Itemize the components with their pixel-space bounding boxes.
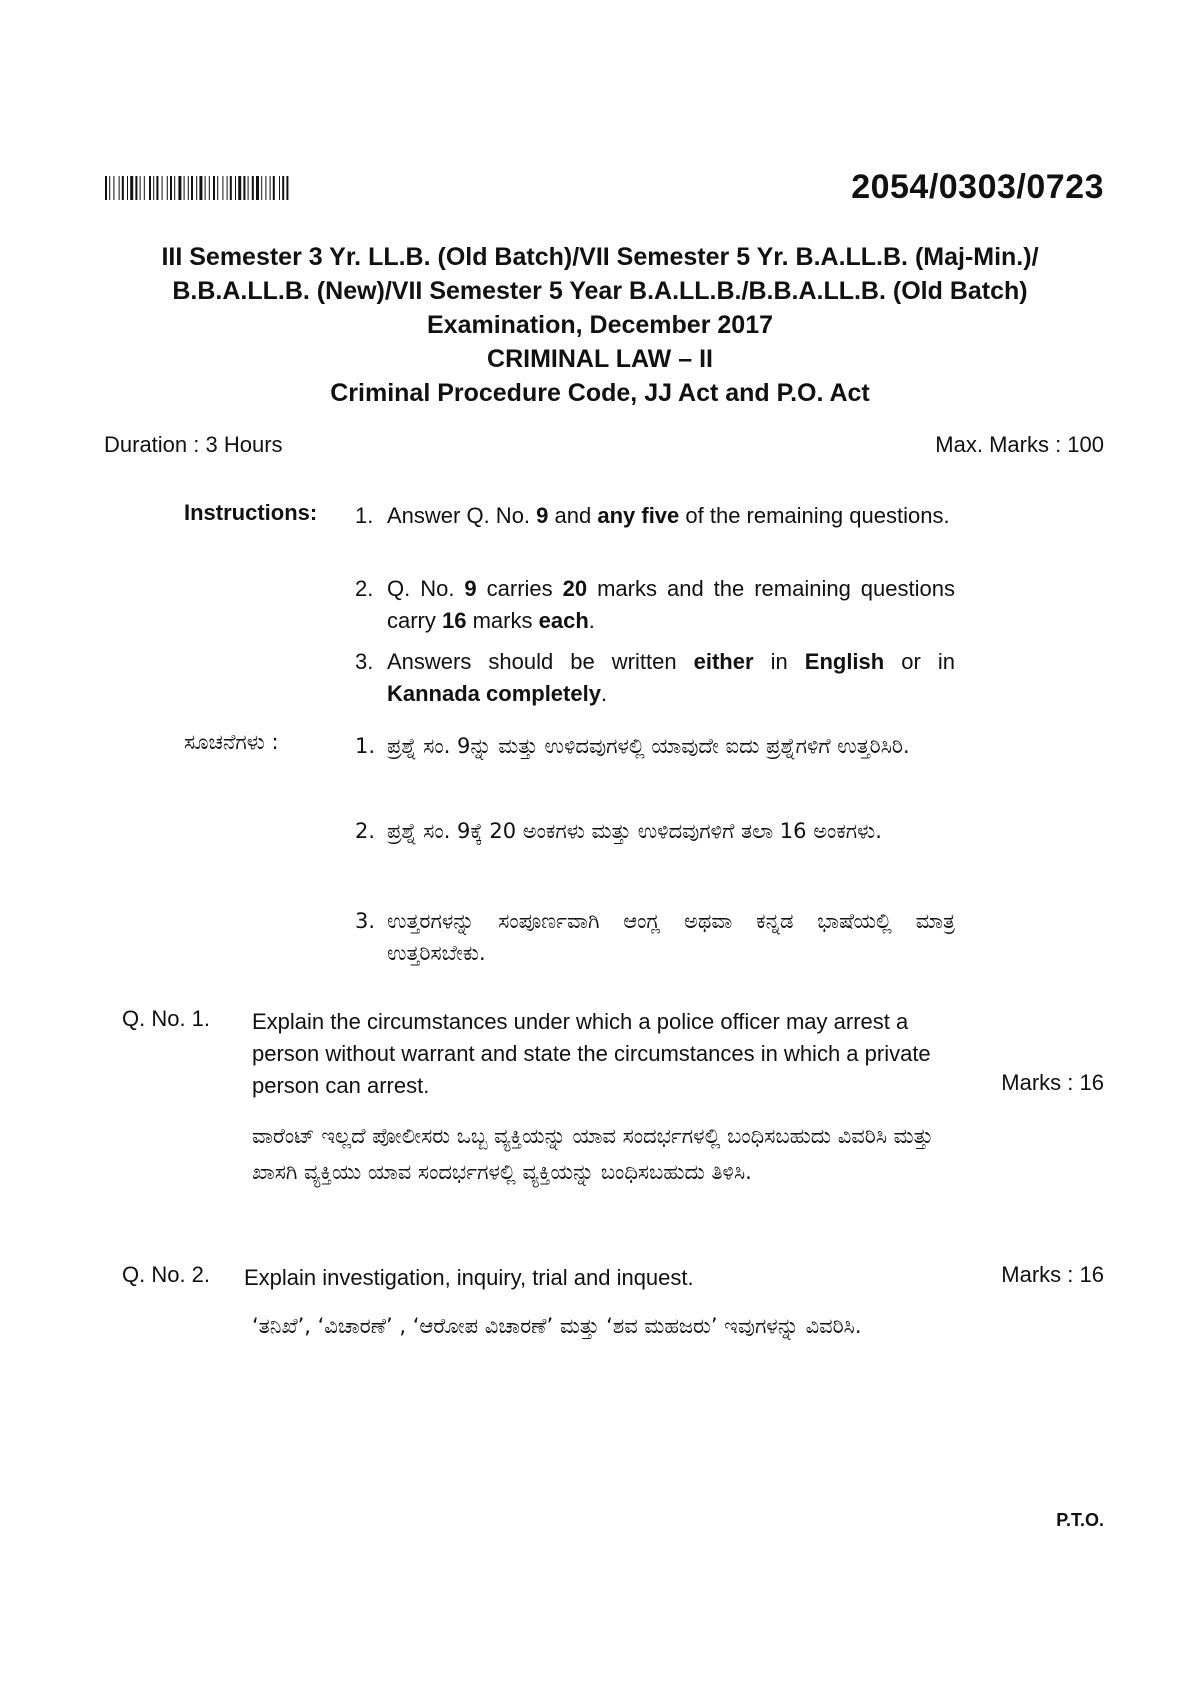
title-line-4: CRIMINAL LAW – II <box>487 345 713 373</box>
barcode-bar <box>170 176 172 200</box>
barcode-bar <box>243 176 245 200</box>
title-line-5: Criminal Procedure Code, JJ Act and P.O. Act <box>330 379 870 407</box>
title-line-3: Examination, December 2017 <box>427 311 773 339</box>
barcode-bar <box>205 176 206 200</box>
instruction-kannada-3: 3. ಉತ್ತರಗಳನ್ನು ಸಂಪೂರ್ಣವಾಗಿ ಆಂಗ್ಲ ಅಥವಾ ಕನ್ನಡ ಭಾಷೆಯಲ್ಲಿ ಮಾತ್ರ ಉತ್ತರಿಸಬೇಕು. <box>355 909 955 965</box>
barcode-bar <box>222 176 223 200</box>
instruction-2: 2. Q. No. 9 carries 20 marks and the remaining questions carry 16 marks each. <box>355 576 955 633</box>
barcode-bar <box>279 176 280 200</box>
barcode-bar <box>191 176 193 200</box>
barcode-bar <box>149 176 151 200</box>
question-2-kannada: ‘ತನಿಖೆ’, ‘ವಿಚಾರಣೆ’ , ‘ಆರೋಪ ವಿಚಾರಣೆ’ ಮತ್ತು ‘ಶವ ಮಹಜರು’ ಇವುಗಳನ್ನು ವಿವರಿಸಿ. <box>252 1314 862 1338</box>
barcode-bar <box>235 176 236 200</box>
barcode-bar <box>238 176 241 200</box>
question-1-marks: Marks : 16 <box>1001 1070 1104 1095</box>
question-1-kannada: ವಾರೆಂಟ್ ಇಲ್ಲದೆ ಪೋಲೀಸರು ಒಬ್ಬ ವ್ಯಕ್ತಿಯನ್ನು ಯಾವ ಸಂದರ್ಭಗಳಲ್ಲಿ ಬಂಧಿಸಬಹುದು ವಿವರಿಸಿ ಮತ್ತು ಖಾಸಗಿ ವ್ಯಕ್ತಿಯು ಯಾವ ಸಂದರ್ಭಗಳಲ್ಲಿ ವ್ಯಕ್ತಿಯನ್ನು ಬಂಧಿಸಬಹುದು ತಿಳಿಸಿ. <box>252 1124 934 1184</box>
duration: Duration : 3 Hours <box>104 432 283 457</box>
barcode-bar <box>127 176 128 200</box>
barcode-bar <box>130 176 133 200</box>
barcode-bar <box>188 176 189 200</box>
question-2-marks: Marks : 16 <box>1001 1262 1104 1287</box>
barcode-bar <box>286 176 288 200</box>
barcode-bar <box>105 176 107 200</box>
barcode-bar <box>140 176 141 200</box>
barcode-bar <box>113 176 114 200</box>
barcode <box>105 176 425 200</box>
barcode-bar <box>144 176 145 200</box>
barcode-bar <box>184 176 185 200</box>
barcode-bar <box>122 176 124 200</box>
pto-label: P.T.O. <box>1056 1510 1104 1530</box>
max-marks: Max. Marks : 100 <box>935 432 1104 457</box>
barcode-bar <box>135 176 137 200</box>
barcode-bar <box>273 176 275 200</box>
barcode-bar <box>109 176 110 200</box>
question-1-text: Explain the circumstances under which a police officer may arrest a person without warrant and state the circumstances in which a private person can arrest. <box>252 1009 931 1098</box>
barcode-bar <box>213 176 215 200</box>
barcode-bar <box>162 176 163 200</box>
barcode-bar <box>196 176 197 200</box>
instruction-1: 1. Answer Q. No. 9 and any five of the remaining questions. <box>355 503 950 528</box>
barcode-bar <box>282 176 284 200</box>
barcode-bar <box>153 176 154 200</box>
question-2-number: Q. No. 2. <box>122 1262 211 1287</box>
barcode-bar <box>227 176 228 200</box>
barcode-bar <box>178 176 181 200</box>
instruction-kannada-1: 1. ಪ್ರಶ್ನೆ ಸಂ. 9ನ್ನು ಮತ್ತು ಉಳಿದವುಗಳಲ್ಲಿ ಯಾವುದೇ ಐದು ಪ್ರಶ್ನೆಗಳಿಗೆ ಉತ್ತರಿಸಿರಿ. <box>355 734 910 758</box>
barcode-bar <box>270 176 271 200</box>
paper-code: 2054/0303/0723 <box>851 168 1104 206</box>
barcode-bar <box>230 176 232 200</box>
instructions-label: Instructions: <box>184 500 318 525</box>
barcode-bar <box>156 176 158 200</box>
barcode-bar <box>174 176 175 200</box>
question-2-text: Explain investigation, inquiry, trial and inquest. <box>244 1265 694 1290</box>
exam-title <box>90 240 1110 410</box>
barcode-bar <box>265 176 266 200</box>
title-line-1: III Semester 3 Yr. LL.B. (Old Batch)/VII Semester 5 Yr. B.A.LL.B. (Maj-Min.)/ <box>161 243 1039 271</box>
barcode-bar <box>199 176 202 200</box>
instructions-label-kannada: ಸೂಚನೆಗಳು : <box>184 730 279 754</box>
barcode-bar <box>209 176 210 200</box>
barcode-bar <box>119 176 120 200</box>
instruction-3: 3. Answers should be written either in English or in Kannada completely. <box>355 649 955 706</box>
barcode-bar <box>248 176 249 200</box>
title-line-2: B.B.A.LL.B. (New)/VII Semester 5 Year B.A.LL.B./B.B.A.LL.B. (Old Batch) <box>172 277 1028 305</box>
barcode-bar <box>261 176 262 200</box>
instruction-kannada-2: 2. ಪ್ರಶ್ನೆ ಸಂ. 9ಕ್ಕೆ 20 ಅಂಕಗಳು ಮತ್ತು ಉಳಿದವುಗಳಿಗೆ ತಲಾ 16 ಅಂಕಗಳು. <box>355 819 882 843</box>
barcode-bar <box>167 176 168 200</box>
barcode-bar <box>252 176 254 200</box>
barcode-bar <box>217 176 218 200</box>
barcode-bar <box>256 176 259 200</box>
question-1-number: Q. No. 1. <box>122 1006 211 1031</box>
